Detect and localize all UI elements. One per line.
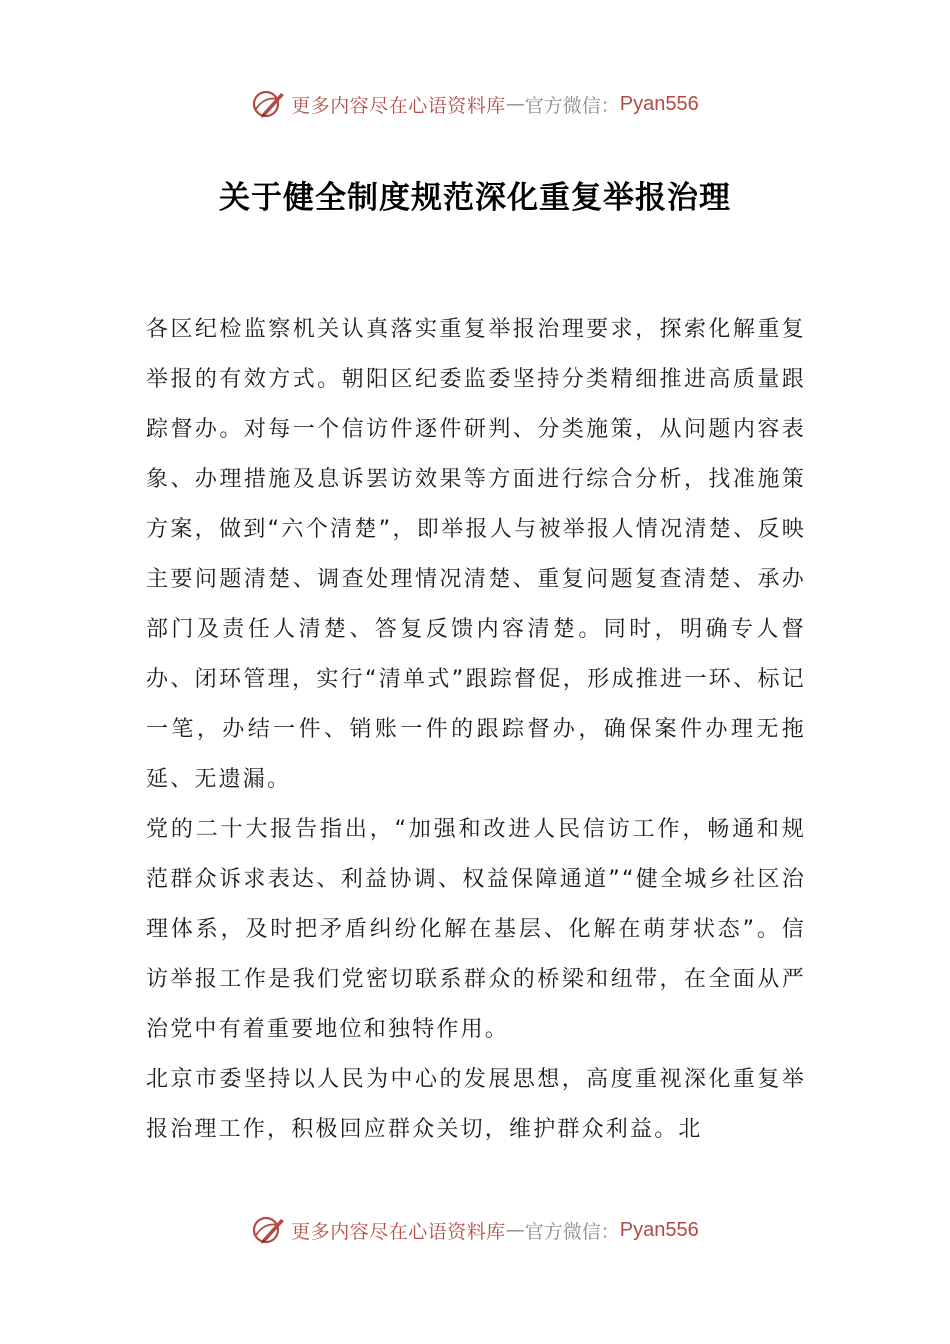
paragraph-3: 北京市委坚持以人民为中心的发展思想，高度重视深化重复举报治理工作，积极回应群众关切，维护群众利益。北 (146, 1067, 806, 1142)
footer-banner (0, 1210, 950, 1250)
banner-brand-text: 更多内容尽在心语资料库 (291, 94, 506, 117)
pen-logo-icon (251, 87, 287, 121)
paragraph-1: 各区纪检监察机关认真落实重复举报治理要求，探索化解重复举报的有效方式。朝阳区纪委监委坚持分类精细推进高质量跟踪督办。对每一个信访件逐件研判、分类施策，从问题内容表象、办理措施及息诉罢访效果等方面进行综合分析，找准施策方案，做到“六个清楚”，即举报人与被举报人情况清楚、反映主要问题清楚、调查处理情况清楚、重复问题复查清楚、承办部门及责任人清楚、答复反馈内容清楚。同时，明确专人督办、闭环管理，实行“清单式”跟踪督促，形成推进一环、标记一笔，办结一件、销账一件的跟踪督办，确保案件办理无拖延、无遗漏。 (146, 317, 806, 792)
banner-brand-text: 更多内容尽在心语资料库 (291, 1220, 506, 1243)
banner-contact-id: Pyan556 (619, 1218, 699, 1241)
pen-logo-icon (251, 1213, 287, 1247)
header-banner (0, 84, 950, 124)
banner-contact-id: Pyan556 (619, 92, 699, 115)
banner-contact-label: 官方微信： (524, 94, 620, 117)
document-body (146, 305, 806, 1155)
banner-separator: — (505, 93, 525, 115)
paragraph-2: 党的二十大报告指出，“加强和改进人民信访工作，畅通和规范群众诉求表达、利益协调、权益保障通道”“健全城乡社区治理体系，及时把矛盾纠纷化解在基层、化解在萌芽状态”。信访举报工作是我们党密切联系群众的桥梁和纽带，在全面从严治党中有着重要地位和独特作用。 (146, 817, 806, 1042)
document-title: 关于健全制度规范深化重复举报治理 (219, 180, 731, 216)
banner-separator: — (505, 1219, 525, 1241)
banner-contact-label: 官方微信： (524, 1220, 620, 1243)
